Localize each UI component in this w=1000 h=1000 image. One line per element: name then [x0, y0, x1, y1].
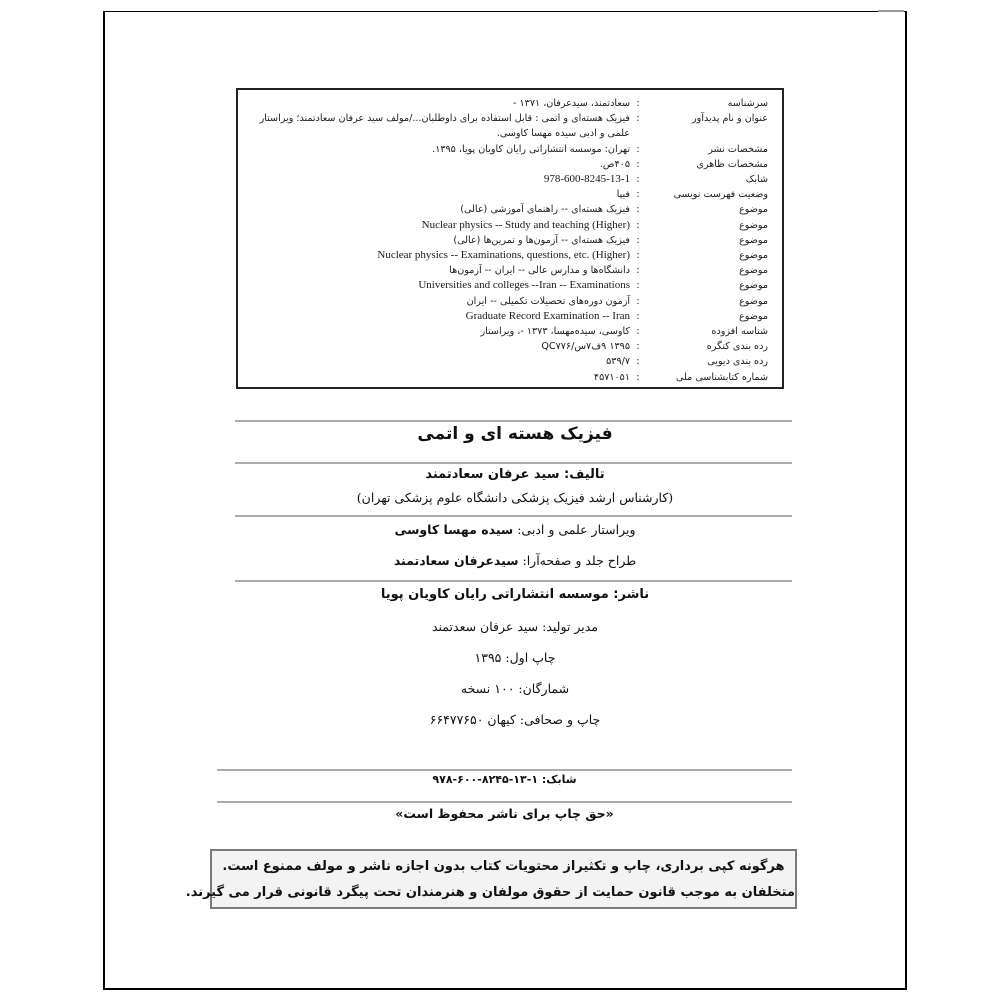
editor-name: سیده مهسا کاوسی — [394, 522, 514, 537]
designer-name: سیدعرفان سعادتمند — [393, 553, 519, 568]
cip-label: موضوع — [739, 204, 768, 216]
cip-colon: : — [636, 113, 640, 125]
cip-label: وضعیت فهرست نویسی — [673, 189, 768, 201]
cip-colon: : — [636, 265, 640, 277]
cip-value: فیزیک هسته‌ای -- راهنمای آموزشی (عالی) — [460, 204, 630, 216]
printing-line: چاپ و صحافی: کیهان ۶۶۴۷۷۶۵۰ — [429, 712, 601, 727]
author-credentials: (کارشناس ارشد فیزیک پزشکی دانشگاه علوم پزشکی تهران) — [356, 490, 674, 505]
separator-line — [235, 462, 792, 464]
cip-row — [246, 278, 774, 293]
cip-colon: : — [636, 280, 640, 292]
cip-label: مشخصات نشر — [708, 143, 768, 155]
designer-label: طراح جلد و صفحه‌آرا: — [518, 553, 637, 568]
cip-value: Nuclear physics -- Study and teaching (Higher) — [421, 218, 630, 231]
separator-line — [235, 420, 792, 422]
cip-label: شماره کتابشناسی ملی — [675, 371, 768, 383]
cip-row — [246, 324, 774, 339]
cip-value: ۴۰۵ص. — [599, 158, 630, 170]
cip-value: ۴۵۷۱۰۵۱ — [593, 371, 630, 383]
cip-label: موضوع — [739, 219, 768, 231]
production-manager-line: مدیر تولید: سید عرفان سعدتمند — [431, 619, 599, 634]
cip-row — [246, 248, 774, 263]
cip-row — [246, 218, 774, 233]
cip-value: Graduate Record Examination -- Iran — [465, 309, 630, 322]
cip-colon: : — [636, 204, 640, 216]
first-edition-line: چاپ اول: ۱۳۹۵ — [474, 650, 556, 665]
cip-value: آزمون دوره‌های تحصیلات تکمیلی -- ایران — [466, 295, 630, 307]
cip-value: تهران: موسسه انتشاراتی رایان کاویان پویا، ۱۳۹۵. — [432, 143, 630, 155]
cip-colon: : — [636, 341, 640, 353]
cip-value: دانشگاه‌ها و مدارس عالی -- ایران -- آزمون‌ها — [449, 265, 630, 277]
print-run-line: شمارگان: ۱۰۰ نسخه — [460, 681, 570, 696]
cip-colon: : — [636, 219, 640, 231]
cip-label: موضوع — [739, 250, 768, 262]
author-line: تالیف: سید عرفان سعادتمند — [425, 467, 605, 482]
cip-label: موضوع — [739, 310, 768, 322]
cip-value: Nuclear physics -- Examinations, questions, etc. (Higher) — [377, 249, 630, 262]
cip-row — [246, 309, 774, 324]
cip-label: رده بندی دیویی — [707, 356, 768, 368]
cip-label: مشخصات ظاهری — [696, 158, 768, 170]
cip-colon: : — [636, 250, 640, 262]
cip-label: موضوع — [739, 280, 768, 292]
editor-label: ویراستار علمی و ادبی: — [513, 522, 636, 537]
cip-row — [246, 370, 774, 385]
cip-colon: : — [636, 143, 640, 155]
cip-label: شناسه افزوده — [711, 326, 768, 338]
cip-value: فیزیک هسته‌ای و اتمی : قابل استفاده برای داوطلبان.../مولف سید عرفان سعادتمند؛ ویراستار علمی و ادبی سیده مهسا کاوسی. — [259, 113, 630, 140]
cip-label: موضوع — [739, 265, 768, 277]
warning-line-1: هرگونه کپی برداری، چاپ و تکثیراز محتویات کتاب بدون اجازه ناشر و مولف ممنوع است. — [222, 859, 785, 874]
cip-colon: : — [636, 356, 640, 368]
cataloging-in-publication-box — [236, 88, 784, 389]
cip-value: سعادتمند، سیدعرفان، ۱۳۷۱ - — [513, 98, 630, 109]
editor-line — [230, 522, 800, 537]
warning-line-2: متخلفان به موجب قانون حمایت از حقوق مولفان و هنرمندان تحت پیگرد قانونی قرار می گیرند. — [185, 885, 795, 900]
separator-line — [235, 580, 792, 582]
cip-value: فیزیک هسته‌ای -- آزمون‌ها و تمرین‌ها (عالی) — [453, 234, 630, 246]
cip-colon: : — [636, 174, 640, 186]
cip-value: 978-600-8245-13-1 — [543, 173, 630, 186]
cip-row — [246, 142, 774, 157]
cip-label: رده بندی کنگره — [706, 341, 768, 353]
cip-row — [246, 354, 774, 369]
cip-value: Universities and colleges --Iran -- Examinations — [418, 279, 630, 292]
designer-line — [230, 553, 800, 568]
cip-colon: : — [636, 326, 640, 338]
cip-value: کاوسی، سیده‌مهسا، ۱۳۷۳ -، ویراستار — [480, 326, 630, 338]
cip-row — [246, 157, 774, 172]
cip-colon: : — [636, 310, 640, 322]
cip-row — [246, 111, 774, 141]
cip-value: ۱۳۹۵ ۹ف۷س/QC۷۷۶ — [541, 341, 630, 353]
copyright-warning-box — [185, 849, 797, 909]
cip-row — [246, 202, 774, 217]
separator-line — [217, 801, 792, 803]
cip-label: عنوان و نام پدیدآور — [692, 113, 768, 125]
cip-value: فیپا — [616, 189, 630, 201]
cip-row — [246, 263, 774, 278]
cip-row — [246, 339, 774, 354]
separator-line — [235, 515, 792, 517]
cip-label: سرشناسه — [727, 98, 768, 109]
cip-row — [246, 96, 774, 111]
isbn-footer: شابک: ۱-۱۳-۸۲۴۵-۶۰۰-۹۷۸ — [432, 773, 577, 786]
publisher-line: ناشر: موسسه انتشاراتی رایان کاویان پویا — [380, 587, 650, 602]
page-corner-mark — [878, 10, 904, 12]
cip-label: شابک — [745, 174, 768, 186]
cip-row — [246, 187, 774, 202]
cip-colon: : — [636, 295, 640, 307]
cip-colon: : — [636, 371, 640, 383]
cip-colon: : — [636, 98, 640, 109]
cip-colon: : — [636, 158, 640, 170]
book-title: فیزیک هسته ای و اتمی — [417, 424, 613, 444]
cip-row — [246, 233, 774, 248]
cip-label: موضوع — [739, 295, 768, 307]
cip-colon: : — [636, 189, 640, 201]
cip-row — [246, 294, 774, 309]
copyright-notice: «حق چاپ برای ناشر محفوظ است» — [395, 806, 614, 821]
cip-colon: : — [636, 234, 640, 246]
separator-line — [217, 769, 792, 771]
cip-label: موضوع — [739, 234, 768, 246]
cip-value: ۵۳۹/۷ — [606, 356, 630, 368]
cip-row — [246, 172, 774, 187]
